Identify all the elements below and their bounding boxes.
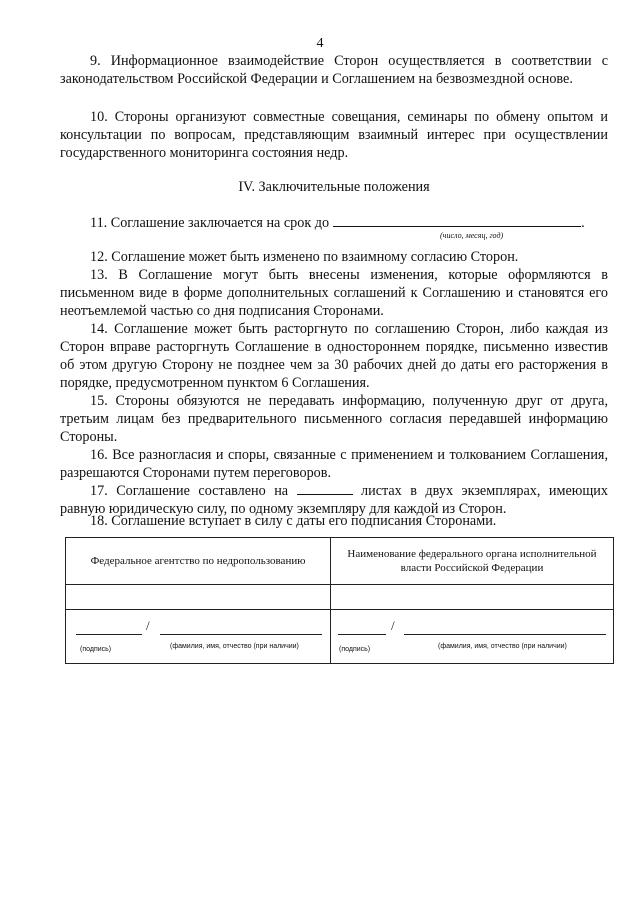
paragraph-17-before: 17. Соглашение составлено на xyxy=(90,483,297,499)
paragraph-16: 16. Все разногласия и споры, связанные с применением и толкованием Соглашения, разрешаются Сторонами путем переговоров. xyxy=(60,447,608,481)
right-party-header xyxy=(331,538,613,584)
paragraph-17-after: листах в двух экземплярах, имеющих равную юридическую силу, по одному экземпляру для каждой из Сторон. xyxy=(60,483,608,517)
right-signature-line xyxy=(338,634,386,635)
left-signature-line xyxy=(76,634,142,635)
paragraph-14: 14. Соглашение может быть расторгнуто по соглашению Сторон, либо каждая из Сторон вправе расторгнуть Соглашение в одностороннем порядке, письменно известив об этом другую Сторону не позднее чем за 30 рабочих дней до даты его расторжения в порядке, предусмотренном пунктом 6 Соглашения. xyxy=(60,321,608,391)
left-signature-caption: (подпись) xyxy=(80,646,112,653)
left-name-line xyxy=(160,634,322,635)
left-party-header-text: Федеральное агентство по недропользованию xyxy=(90,555,306,567)
sheet-count-blank xyxy=(297,482,353,495)
right-party-header-text: Наименование федерального органа исполнительной власти Российской Федерации xyxy=(347,548,597,574)
table-row-divider xyxy=(66,584,613,585)
signature-table xyxy=(65,537,614,664)
paragraph-9: 9. Информационное взаимодействие Сторон осуществляется в соответствии с законодательством Российской Федерации и Соглашением на безвозмездной основе. xyxy=(60,53,608,87)
right-slash: / xyxy=(391,618,395,633)
left-party-header xyxy=(66,538,330,584)
right-name-caption: (фамилия, имя, отчество (при наличии) xyxy=(438,643,567,650)
page-number: 4 xyxy=(316,36,324,51)
paragraph-11 xyxy=(60,214,608,232)
right-name-line xyxy=(404,634,606,635)
paragraph-13: 13. В Соглашение могут быть внесены изменения, которые оформляются в письменном виде в форме дополнительных соглашений к Соглашению и становятся его неотъемлемой частью со дня подписания Сторонами. xyxy=(60,267,608,319)
paragraph-18: 18. Соглашение вступает в силу с даты его подписания Сторонами. xyxy=(90,513,497,529)
paragraph-11-end: . xyxy=(581,215,585,231)
paragraph-11-text: 11. Соглашение заключается на срок до xyxy=(90,215,330,231)
term-date-hint: (число, месяц, год) xyxy=(440,231,504,240)
right-signature-caption: (подпись) xyxy=(339,646,371,653)
table-row-divider xyxy=(66,609,613,610)
paragraph-12: 12. Соглашение может быть изменено по взаимному согласию Сторон. xyxy=(90,249,519,265)
term-date-blank xyxy=(333,214,581,227)
paragraph-10: 10. Стороны организуют совместные совещания, семинары по обмену опытом и консультации по вопросам, представляющим взаимный интерес при осуществлении государственного мониторинга состояния недр. xyxy=(60,109,608,161)
paragraph-15: 15. Стороны обязуются не передавать информацию, полученную друг от друга, третьим лицам без предварительного письменного согласия передавшей информацию Стороны. xyxy=(60,393,608,445)
section-title: IV. Заключительные положения xyxy=(238,179,430,195)
left-name-caption: (фамилия, имя, отчество (при наличии) xyxy=(170,643,299,650)
left-slash: / xyxy=(146,618,150,633)
